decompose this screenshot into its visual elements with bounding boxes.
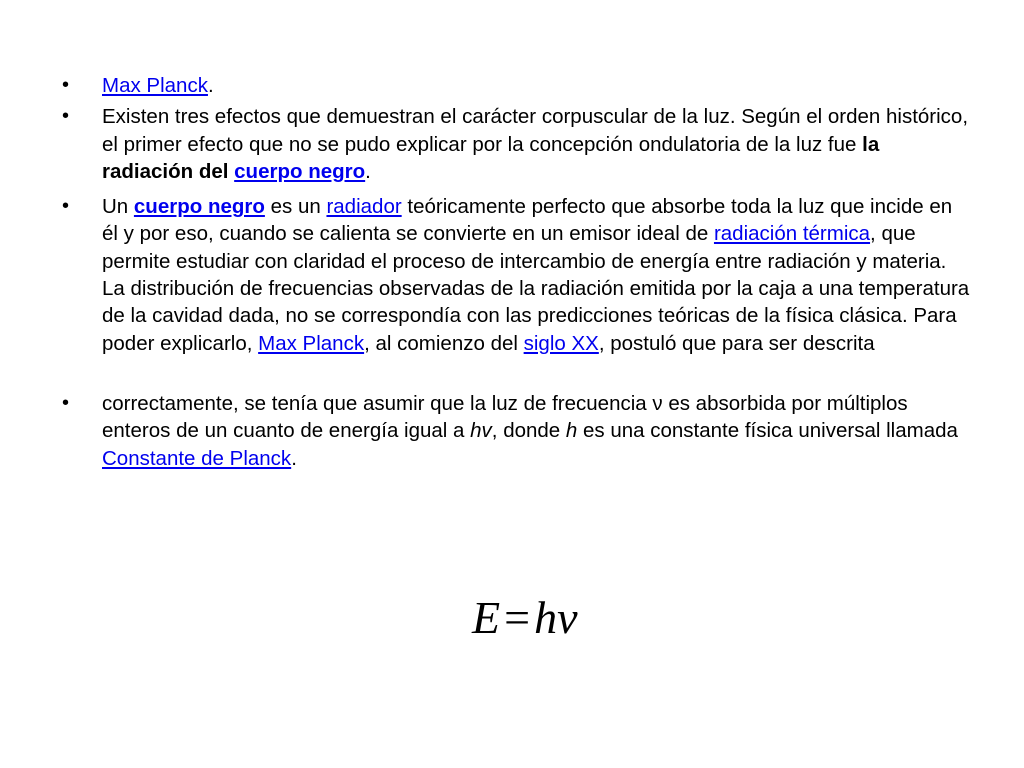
bullet-item-4	[62, 390, 972, 472]
formula-rhs: hν	[534, 592, 578, 643]
formula-lhs: E	[472, 592, 501, 643]
hv-italic: hv	[470, 419, 492, 443]
bullet-dot: •	[62, 391, 70, 414]
bullet-item-3	[62, 193, 972, 357]
max-planck-link-2[interactable]: Max Planck	[258, 331, 365, 355]
bullet-4-text-1: correctamente, se tenía que asumir que la luz de frecuencia ν es absorbida por múltiplos enteros de un cuanto de energía igual a	[102, 391, 908, 443]
cuerpo-negro-link[interactable]: cuerpo negro	[234, 159, 366, 183]
bullet-2-end: .	[365, 159, 371, 183]
bullet-list	[62, 72, 972, 472]
max-planck-link[interactable]: Max Planck	[102, 74, 208, 97]
bullet-dot: •	[62, 195, 70, 218]
bullet-3-text-4: , al comienzo del	[364, 331, 524, 355]
bullet-3-un: Un	[102, 195, 134, 219]
bullet-3-text-2: teóricamente perfecto que absorbe toda la luz que incide en él y por eso, cuando se calienta se convierte en un emisor ideal de	[102, 195, 953, 246]
bullet-4-text-3: es una constante física universal llamada	[577, 419, 958, 443]
bullet-2-bold-text: la radiación del	[102, 132, 880, 183]
h-italic: h	[565, 419, 578, 443]
siglo-xx-link[interactable]: siglo XX	[523, 331, 599, 355]
bullet-item-2	[62, 103, 972, 185]
radiador-link[interactable]: radiador	[326, 195, 402, 219]
bullet-3-text-1: es un	[264, 195, 327, 219]
bullet-4-end: .	[291, 446, 297, 470]
radiacion-termica-link[interactable]: radiación térmica	[713, 222, 871, 246]
formula-equals: =	[504, 592, 531, 643]
bullet-item-1	[62, 72, 972, 99]
bullet-4-text-2: , donde	[491, 419, 566, 443]
planck-formula	[472, 590, 577, 646]
constante-de-planck-link[interactable]: Constante de Planck	[102, 446, 292, 470]
bullet-1-end: .	[207, 74, 214, 97]
bullet-3-text-3: , que permite estudiar con claridad el proceso de intercambio de energía entre radiación y materia. La distribución de frecuencias observadas de la radiación emitida por la caja a una temperatura de la cavidad dada, no se correspondía con las predicciones teóricas de la física clásica. Para poder explicarlo,	[102, 222, 970, 355]
bullet-dot: •	[62, 105, 70, 128]
bullet-dot: •	[62, 74, 70, 96]
bullet-2-text: Existen tres efectos que demuestran el carácter corpuscular de la luz. Según el orden histórico, el primer efecto que no se pudo explicar por la concepción ondulatoria de la luz fue	[102, 105, 969, 156]
bullet-3-text-5: , postuló que para ser descrita	[598, 331, 875, 355]
cuerpo-negro-link-2[interactable]: cuerpo negro	[133, 195, 265, 219]
